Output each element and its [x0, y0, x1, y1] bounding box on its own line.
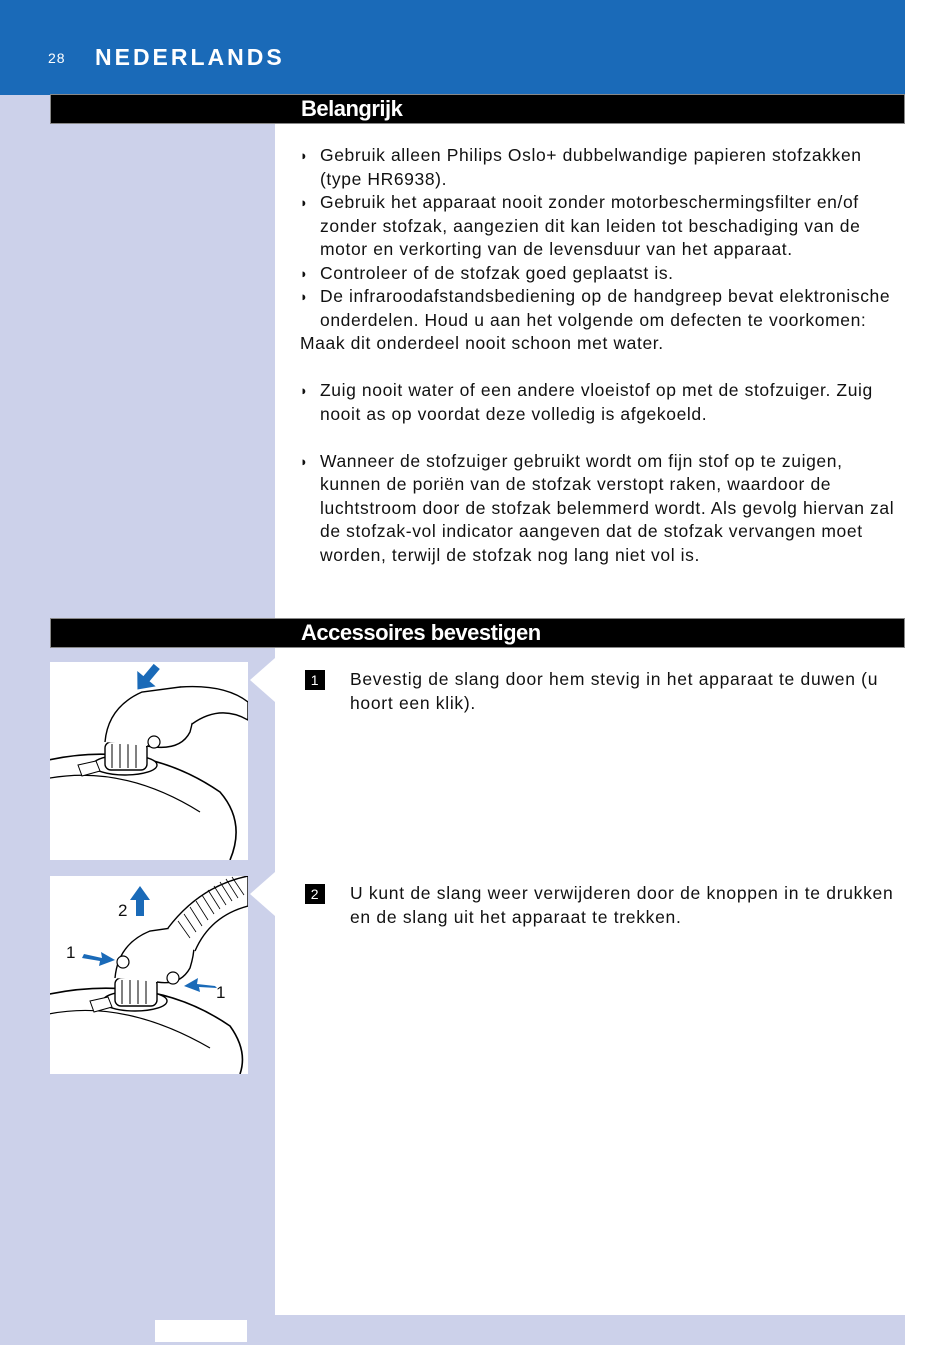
- step-text: Bevestig de slang door hem stevig in het apparaat te duwen (u hoort een klik).: [350, 669, 879, 713]
- callout-label-1-left: 1: [66, 943, 76, 962]
- step-number: 2: [305, 884, 325, 904]
- list-item: [300, 191, 900, 262]
- step-1: [305, 668, 900, 715]
- list-item: [300, 379, 900, 426]
- wedge-bullet-icon: ◗: [300, 195, 309, 210]
- illustration-pointer: [250, 658, 275, 702]
- section-title-important: Belangrijk: [301, 96, 403, 121]
- list-item: [300, 262, 900, 286]
- wedge-bullet-icon: ◗: [300, 453, 309, 469]
- callout-label-1-right: 1: [216, 983, 226, 1002]
- list-item-text: Gebruik het apparaat nooit zonder motorbeschermingsfilter en/of zonder stofzak, aangezien dit kan leiden tot beschadiging van de motor en verkorting van de levensduur van het apparaat.: [320, 192, 861, 259]
- illustration-pointer: [250, 872, 275, 916]
- language-title: NEDERLANDS: [95, 44, 285, 70]
- step-text: U kunt de slang weer verwijderen door de knoppen in te drukken en de slang uit het apparaat te trekken.: [350, 883, 894, 927]
- illustration-remove-hose: [50, 876, 248, 1074]
- list-item-plain: Maak dit onderdeel nooit schoon met water.: [300, 333, 664, 353]
- list-item-text: Wanneer de stofzuiger gebruikt wordt om fijn stof op te zuigen, kunnen de poriën van de stofzak verstopt raken, waardoor de luchtstroom door de stofzak belemmerd wordt. Als gevolg hiervan zal de stofzak-vol indicator aangeven dat de stofzak vervangen moet worden, terwijl de stofzak nog lang niet vol is.: [320, 450, 895, 565]
- list-item-text: Controleer of de stofzak goed geplaatst is.: [320, 262, 674, 283]
- list-item-text: Gebruik alleen Philips Oslo+ dubbelwandige papieren stofzakken (type HR6938).: [320, 145, 862, 189]
- step-2: [305, 882, 900, 929]
- wedge-bullet-icon: ◗: [300, 289, 309, 304]
- wedge-bullet-icon: ◗: [300, 148, 309, 163]
- wedge-bullet-icon: ◗: [300, 383, 309, 398]
- list-item-text: Zuig nooit water of een andere vloeistof op met de stofzuiger. Zuig nooit as op voordat deze volledig is afgekoeld.: [320, 380, 873, 424]
- section-bar-important: [50, 94, 905, 124]
- step-number: 1: [305, 670, 325, 690]
- list-item: [300, 285, 900, 332]
- section-bar-accessories: [50, 618, 905, 648]
- page-number: 28: [48, 50, 66, 66]
- list-item: [300, 450, 900, 568]
- bottom-strip: [0, 1315, 905, 1345]
- bottom-white-box: [155, 1320, 247, 1342]
- important-list: [300, 144, 900, 567]
- hose-remove-drawing: [50, 876, 248, 1074]
- illustration-attach-hose: [50, 662, 248, 860]
- section-title-accessories: Accessoires bevestigen: [301, 620, 541, 645]
- list-item-text: De infraroodafstandsbediening op de handgreep bevat elektronische onderdelen. Houd u aan het volgende om defecten te voorkomen:: [320, 286, 891, 330]
- callout-label-2: 2: [118, 901, 128, 920]
- wedge-bullet-icon: ◗: [300, 265, 309, 281]
- hose-attach-drawing: [50, 662, 248, 860]
- list-item: [300, 144, 900, 191]
